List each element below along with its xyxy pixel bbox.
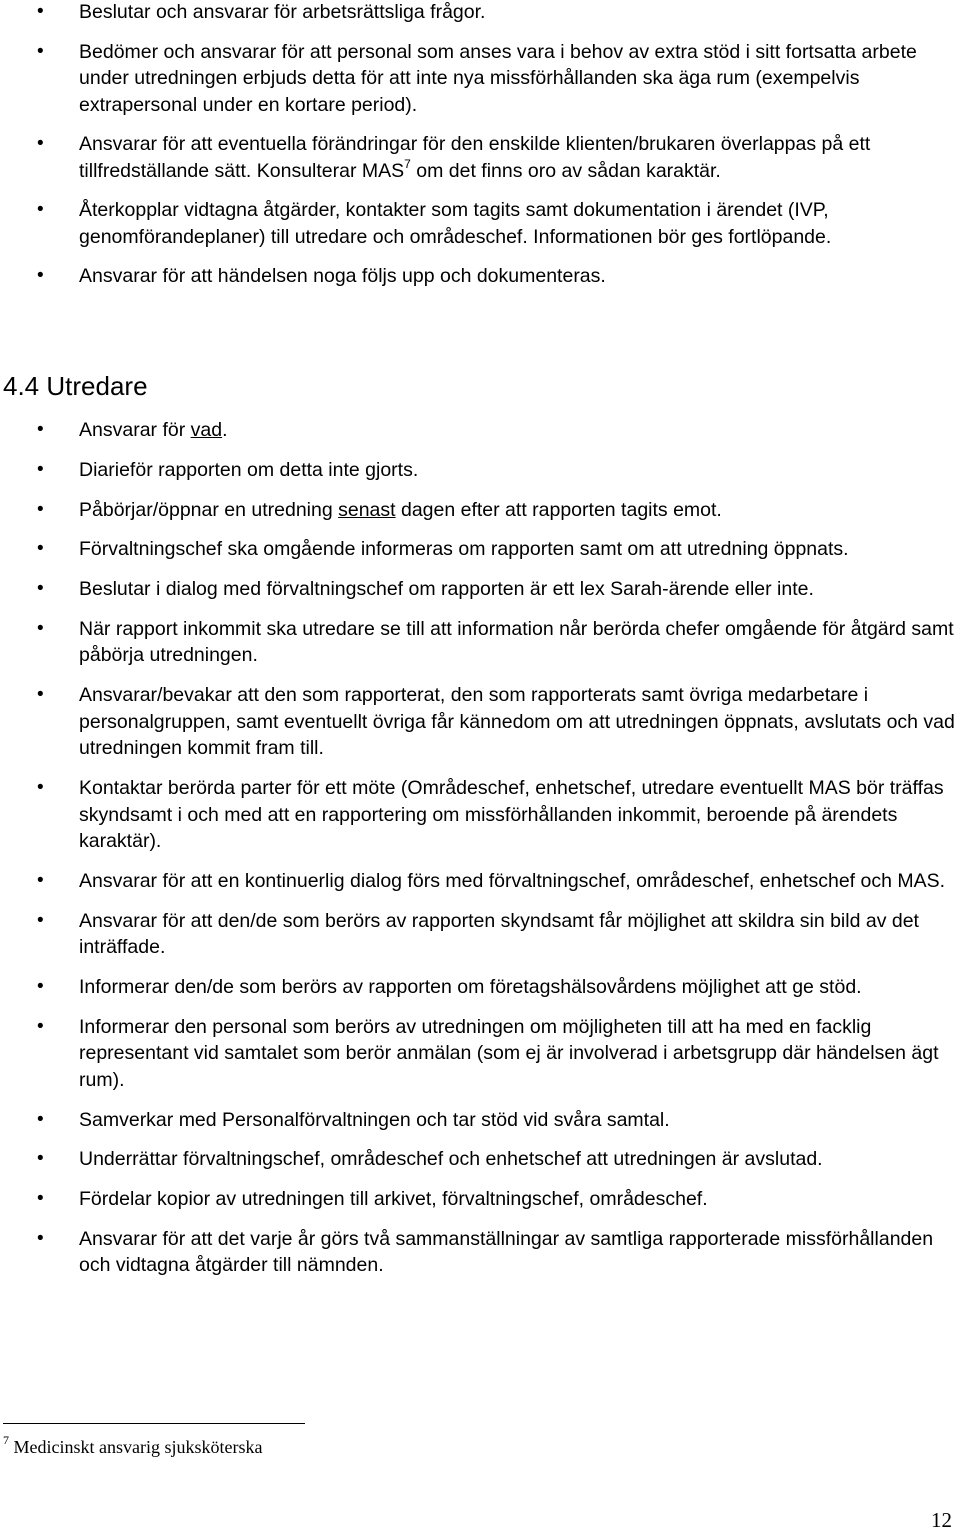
list-item-text: Informerar den/de som berörs av rapporten om företagshälsovårdens möjlighet att ge stöd. — [79, 975, 862, 998]
list-item — [0, 974, 960, 1001]
footnote-separator — [3, 1423, 305, 1424]
list-item-text: Bedömer och ansvarar för att personal som anses vara i behov av extra stöd i sitt fortsatta arbete under utredningen erbjuds detta för att inte nya missförhållanden ska äga rum (exempelvis extrapersonal under en kortare period). — [79, 40, 917, 116]
list-item-text: Ansvarar för att den/de som berörs av rapporten skyndsamt får möjlighet att skildra sin bild av det inträffade. — [79, 909, 919, 959]
list-item — [0, 417, 960, 444]
responsibility-list — [0, 0, 960, 303]
list-item-text: Ansvarar för — [79, 419, 191, 441]
list-item-text: Underrättar förvaltningschef, områdeschef och enhetschef att utredningen är avslutad. — [79, 1148, 823, 1171]
list-item — [0, 39, 960, 119]
list-item — [0, 868, 960, 895]
list-item-text: Beslutar i dialog med förvaltningschef om rapporten är ett lex Sarah-ärende eller inte. — [79, 578, 814, 601]
list-item-text: Samverkar med Personalförvaltningen och tar stöd vid svåra samtal. — [79, 1108, 670, 1131]
list-item — [0, 576, 960, 603]
footnote-reference: 7 — [404, 157, 411, 171]
list-item — [0, 0, 960, 26]
list-item-text: Ansvarar för att en kontinuerlig dialog förs med förvaltningschef, områdeschef, enhetschef och MAS. — [79, 869, 946, 892]
underlined-text: senast — [338, 498, 396, 521]
footnote-number: 7 — [3, 1433, 9, 1447]
list-item-text: Informerar den personal som berörs av utredningen om möjligheten till att ha med en facklig representant vid samtalet som berör anmälan (som ej är involverad i arbetsgrupp där händelsen ägt rum). — [79, 1015, 939, 1091]
list-item-text: Kontaktar berörda parter för ett möte (Områdeschef, enhetschef, utredare eventuellt MAS bör träffas skyndsamt i och med att en rapportering om missförhållanden inkommit, beroende på ärendets karaktär). — [79, 777, 944, 853]
list-item-text-tail: om det finns oro av sådan karaktär. — [410, 159, 721, 182]
list-item-text-tail: dagen efter att rapporten tagits emot. — [395, 498, 722, 521]
utredare-list — [0, 417, 960, 1292]
footnote — [3, 1433, 263, 1458]
list-item — [0, 1107, 960, 1134]
list-item — [0, 497, 960, 524]
list-item-text: När rapport inkommit ska utredare se till att information når berörda chefer omgående för åtgärd samt påbörja utredningen. — [79, 617, 954, 667]
list-item — [0, 1146, 960, 1173]
list-item — [0, 457, 960, 484]
list-item-text: Ansvarar för att eventuella förändringar för den enskilde klienten/brukaren överlappas på ett tillfredställande sätt. Konsulterar MAS — [79, 133, 871, 182]
list-item-text: Påbörjar/öppnar en utredning — [79, 498, 339, 521]
list-item — [0, 197, 960, 250]
list-item-text: Återkopplar vidtagna åtgärder, kontakter som tagits samt dokumentation i ärendet (IVP, genomförandeplaner) till utredare och områdeschef. Informationen bör ges fortlöpande. — [79, 199, 832, 248]
list-item-text: Ansvarar/bevakar att den som rapporterat, den som rapporterats samt övriga medarbetare i personalgruppen, samt eventuellt övriga får kännedom om att utredningen öppnats, avslutats och vad utredningen kommit fram till. — [79, 684, 955, 760]
list-item — [0, 616, 960, 669]
list-item — [0, 908, 960, 961]
list-item-text-tail: . — [222, 419, 228, 441]
list-item — [0, 1186, 960, 1213]
page-number: 12 — [931, 1508, 952, 1532]
list-item — [0, 682, 960, 762]
list-item-text: Diarieför rapporten om detta inte gjorts. — [79, 458, 419, 481]
list-item — [0, 131, 960, 184]
list-item-text: Förvaltningschef ska omgående informeras om rapporten samt om att utredning öppnats. — [79, 538, 849, 561]
footnote-text: Medicinskt ansvarig sjuksköterska — [9, 1437, 263, 1457]
list-item — [0, 775, 960, 855]
list-item — [0, 1226, 960, 1279]
list-item-text: Ansvarar för att det varje år görs två sammanställningar av samtliga rapporterade missförhållanden och vidtagna åtgärder till nämnden. — [79, 1227, 934, 1277]
list-item-text: Fördelar kopior av utredningen till arkivet, förvaltningschef, områdeschef. — [79, 1188, 708, 1211]
list-item — [0, 536, 960, 563]
list-item — [0, 1014, 960, 1094]
list-item-text: Ansvarar för att händelsen noga följs upp och dokumenteras. — [79, 265, 606, 287]
section-heading: 4.4 Utredare — [3, 371, 148, 401]
list-item-text: Beslutar och ansvarar för arbetsrättsliga frågor. — [79, 1, 486, 23]
underlined-text: vad — [190, 419, 223, 441]
list-item — [0, 263, 960, 290]
